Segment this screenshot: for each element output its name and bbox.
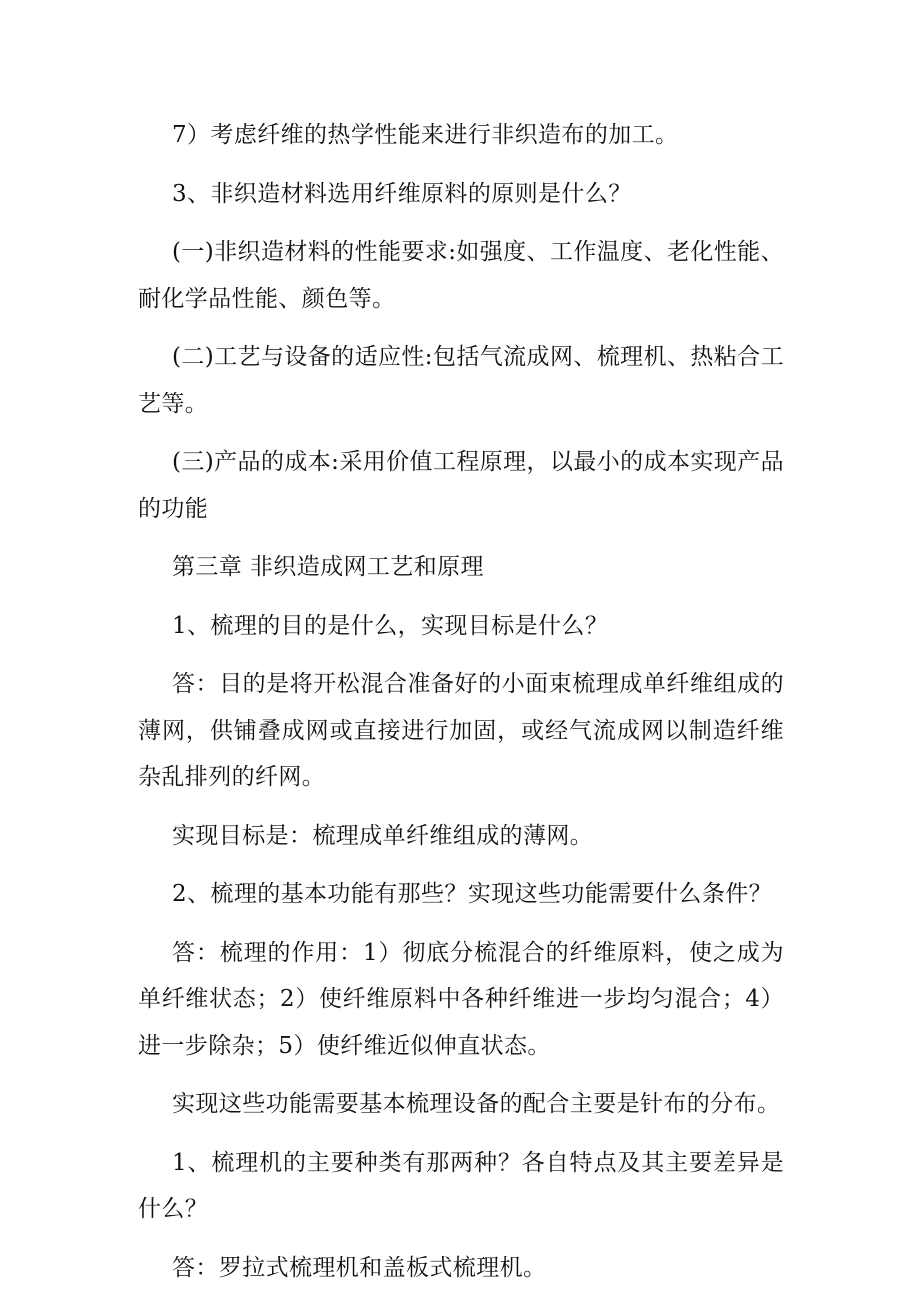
paragraph-item-7-thermal: 7）考虑纤维的热学性能来进行非织造布的加工。 — [172, 122, 679, 148]
document-body — [138, 112, 784, 1303]
question-1-carding-purpose: 1、梳理的目的是什么，实现目标是什么？ — [172, 612, 609, 639]
answer-item-2-process: (二)工艺与设备的适应性:包括气流成网、梳理机、热粘合工艺等。 — [138, 344, 784, 417]
answer-carding-purpose: 答：目的是将开松混合准备好的小面束梳理成单纤维组成的薄网，供铺叠成网或直接进行加固，或经气流成网以制造纤维杂乱排列的纤网。 — [138, 671, 784, 790]
answer-carding-functions: 答：梳理的作用：1）彻底分梳混合的纤维原料，使之成为单纤维状态；2）使纤维原料中各种纤维进一步均匀混合；4）进一步除杂；5）使纤维近似伸直状态。 — [138, 939, 784, 1059]
question-2-carding-functions: 2、梳理的基本功能有那些？实现这些功能需要什么条件？ — [172, 881, 773, 907]
answer-item-3-cost: (三)产品的成本:采用价值工程原理，以最小的成本实现产品的功能 — [138, 449, 784, 522]
answer-item-1-performance: (一)非织造材料的性能要求:如强度、工作温度、老化性能、耐化学品性能、颜色等。 — [138, 239, 784, 312]
chapter-3-heading: 第三章 非织造成网工艺和原理 — [172, 554, 484, 580]
question-1-carding-machine-types: 1、梳理机的主要种类有那两种？各自特点及其主要差异是什么？ — [138, 1149, 784, 1222]
question-3-fiber-selection: 3、非织造材料选用纤维原料的原则是什么？ — [172, 180, 632, 207]
answer-carding-goal: 实现目标是：梳理成单纤维组成的薄网。 — [172, 822, 594, 849]
answer-carding-conditions: 实现这些功能需要基本梳理设备的配合主要是针布的分布。 — [172, 1091, 781, 1117]
answer-carding-machine-types: 答：罗拉式梳理机和盖板式梳理机。 — [172, 1254, 547, 1281]
